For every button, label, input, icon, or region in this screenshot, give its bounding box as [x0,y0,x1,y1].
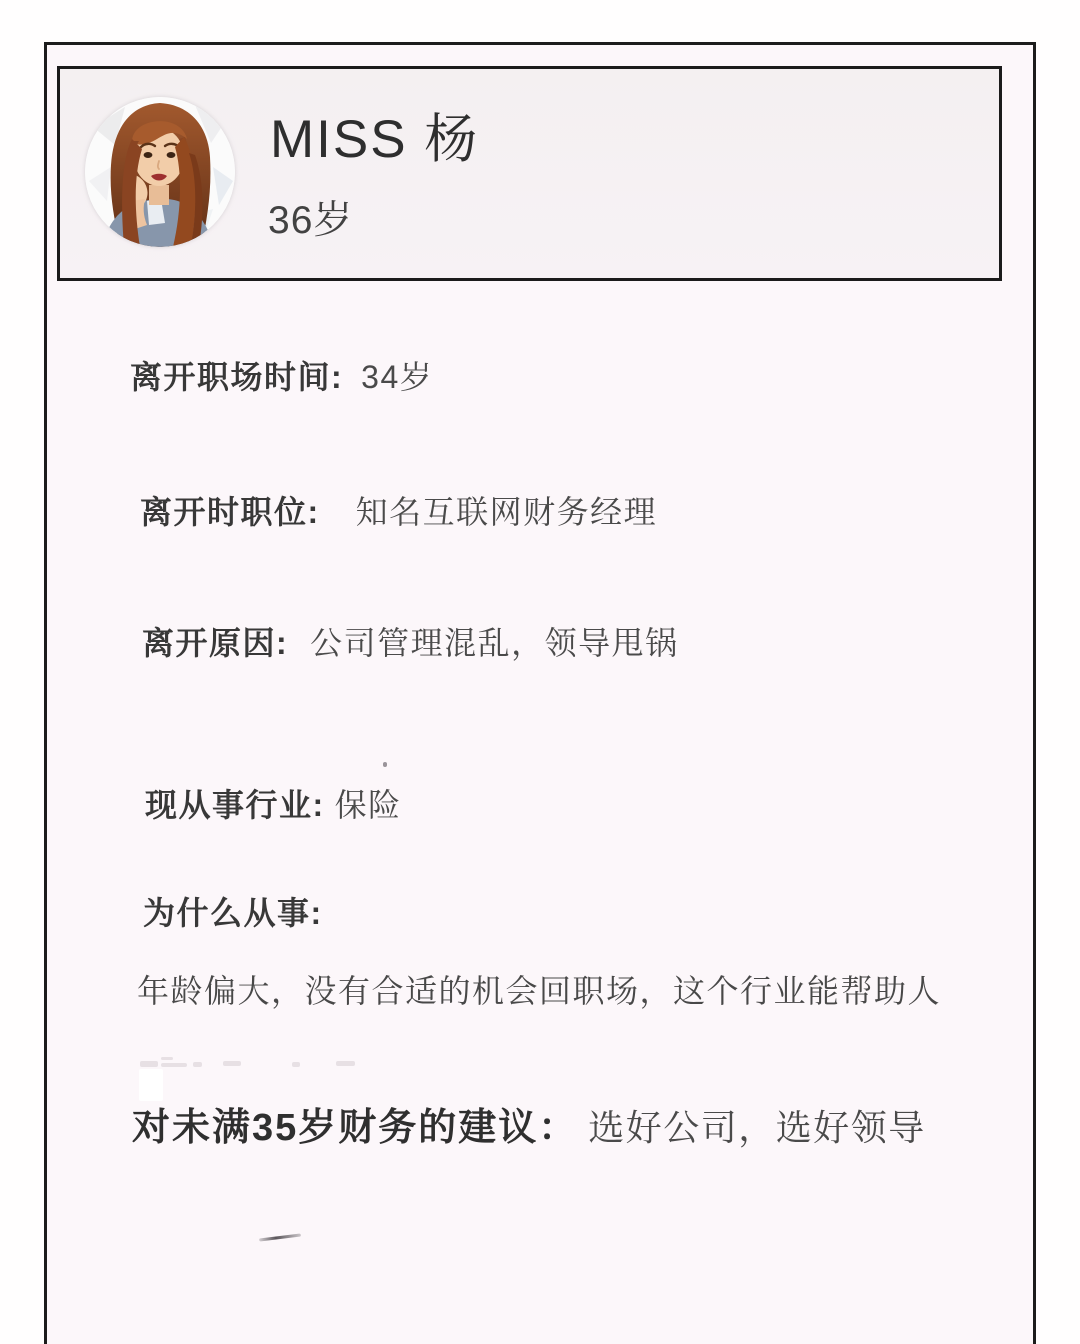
whiteout-artifact [139,1069,163,1101]
erased-text-artifact [140,1061,158,1067]
profile-header-card [57,66,1002,281]
field-advice [132,1096,926,1151]
field-why-answer: 年龄偏大，没有合适的机会回职场，这个行业能帮助人 [137,973,942,1009]
field-why-label [143,888,323,934]
outer-frame [44,42,1036,1344]
field-left-reason-value: 公司管理混乱，领导甩锅 [310,625,679,661]
erased-text-artifact [193,1062,202,1067]
avatar [85,97,235,247]
erased-text-artifact [223,1061,241,1066]
field-left-reason [142,618,679,664]
field-left-time [130,352,433,398]
field-left-position-label: 离开时职位: [140,494,320,530]
profile-age: 36岁 [268,199,354,242]
stray-dot-mark [383,762,387,767]
erased-text-artifact [336,1061,355,1066]
field-why-label-text: 为什么从事: [143,895,323,931]
erased-text-artifact [161,1063,187,1067]
woman-portrait-icon [85,97,235,247]
field-advice-label: 对未满35岁财务的建议： [132,1107,579,1149]
field-current-industry [145,780,402,826]
field-left-time-label: 离开职场时间: [130,359,344,395]
field-left-time-value: 34岁 [361,359,434,395]
field-current-industry-value: 保险 [334,787,402,823]
erased-text-artifact [161,1057,173,1060]
field-left-position-value: 知名互联网财务经理 [355,494,658,530]
stray-pen-mark [259,1233,301,1241]
field-advice-value: 选好公司，选好领导 [588,1107,926,1148]
field-left-position [140,487,657,533]
profile-name: MISS 杨 [270,110,480,169]
field-current-industry-label: 现从事行业: [145,787,325,823]
erased-text-artifact [292,1062,300,1067]
field-left-reason-label: 离开原因: [142,625,289,661]
